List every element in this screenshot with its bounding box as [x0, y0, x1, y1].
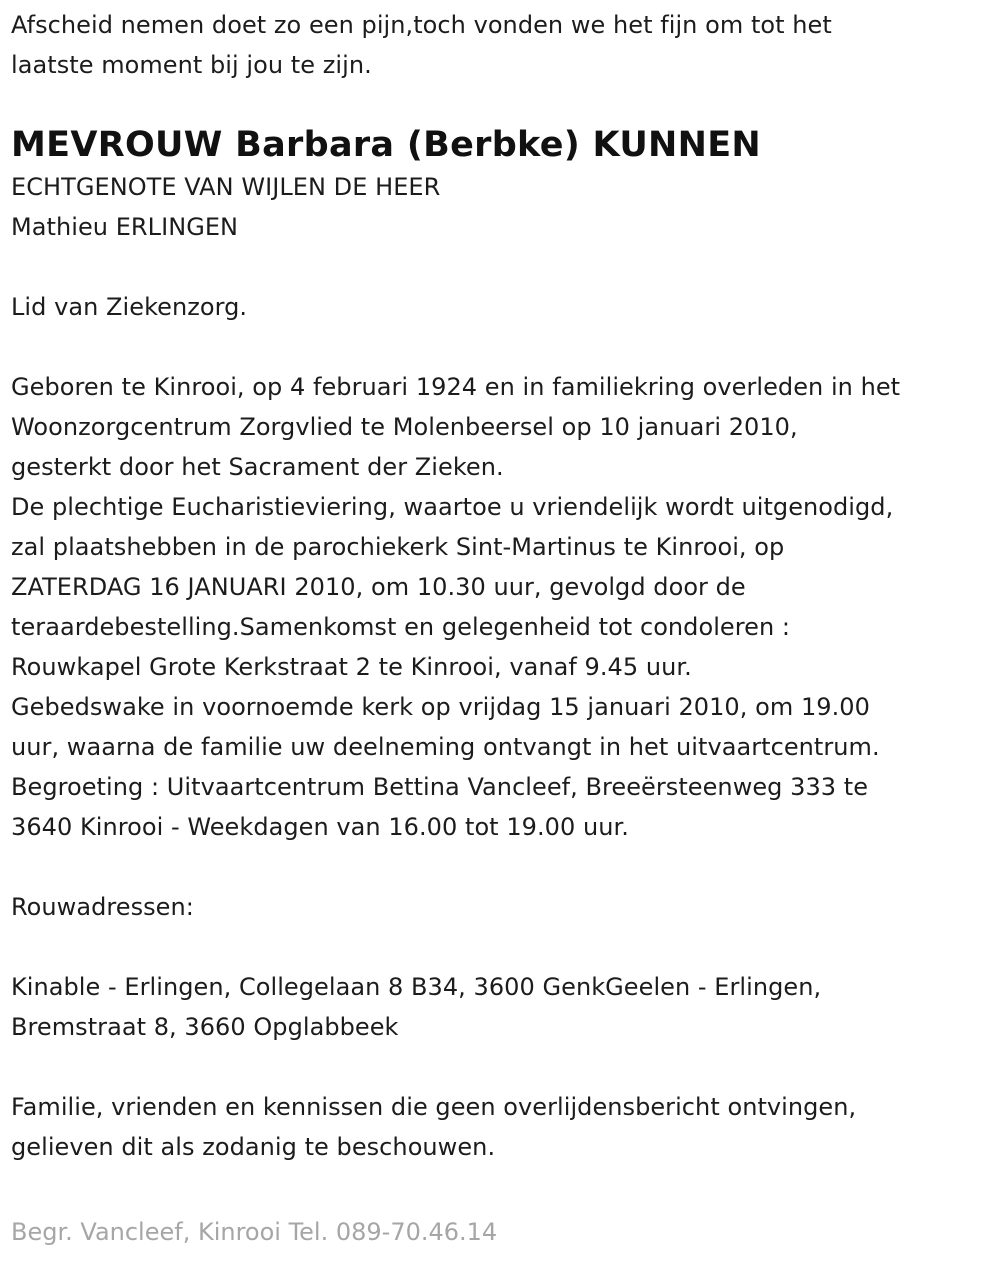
closing-line: gelieven dit als zodanig te beschouwen. [11, 1133, 496, 1161]
spouse-line: ECHTGENOTE VAN WIJLEN DE HEER [11, 173, 441, 201]
spacer [11, 847, 993, 887]
details-line: 3640 Kinrooi - Weekdagen van 16.00 tot 19.00 uur. [11, 813, 629, 841]
details-block [11, 367, 993, 847]
details-line: Begroeting : Uitvaartcentrum Bettina Vancleef, Breeërsteenweg 333 te [11, 773, 869, 801]
intro-line: Afscheid nemen doet zo een pijn,toch vonden we het fijn om tot het [11, 11, 832, 39]
addresses-heading: Rouwadressen: [11, 893, 194, 921]
intro-line: laatste moment bij jou te zijn. [11, 51, 372, 79]
details-line: Woonzorgcentrum Zorgvlied te Molenbeersel op 10 januari 2010, [11, 413, 798, 441]
details-line: ZATERDAG 16 JANUARI 2010, om 10.30 uur, gevolgd door de [11, 573, 746, 601]
details-line: uur, waarna de familie uw deelneming ontvangt in het uitvaartcentrum. [11, 733, 880, 761]
details-line: Rouwkapel Grote Kerkstraat 2 te Kinrooi, vanaf 9.45 uur. [11, 653, 692, 681]
details-line: Geboren te Kinrooi, op 4 februari 1924 en in familiekring overleden in het [11, 373, 901, 401]
details-line: gesterkt door het Sacrament der Zieken. [11, 453, 504, 481]
intro-verse [11, 5, 993, 85]
funeral-home-footer: Begr. Vancleef, Kinrooi Tel. 089-70.46.14 [11, 1218, 498, 1246]
closing-block [11, 1087, 993, 1167]
details-line: Gebedswake in voornoemde kerk op vrijdag 15 januari 2010, om 19.00 [11, 693, 870, 721]
address-line: Kinable - Erlingen, Collegelaan 8 B34, 3600 GenkGeelen - Erlingen, [11, 973, 822, 1001]
spacer [11, 327, 993, 367]
closing-line: Familie, vrienden en kennissen die geen overlijdensbericht ontvingen, [11, 1093, 857, 1121]
spouse-line: Mathieu ERLINGEN [11, 213, 239, 241]
address-line: Bremstraat 8, 3660 Opglabbeek [11, 1013, 399, 1041]
spouse-block [11, 167, 993, 247]
details-line: De plechtige Eucharistieviering, waartoe u vriendelijk wordt uitgenodigd, [11, 493, 894, 521]
spacer [11, 247, 993, 287]
membership-line: Lid van Ziekenzorg. [11, 293, 248, 321]
spacer [11, 927, 993, 967]
details-line: teraardebestelling.Samenkomst en gelegenheid tot condoleren : [11, 613, 791, 641]
obituary-document [11, 5, 993, 1167]
deceased-name: MEVROUW Barbara (Berbke) KUNNEN [11, 125, 762, 165]
addresses-block [11, 967, 993, 1047]
spacer [11, 1047, 993, 1087]
details-line: zal plaatshebben in de parochiekerk Sint-Martinus te Kinrooi, op [11, 533, 785, 561]
